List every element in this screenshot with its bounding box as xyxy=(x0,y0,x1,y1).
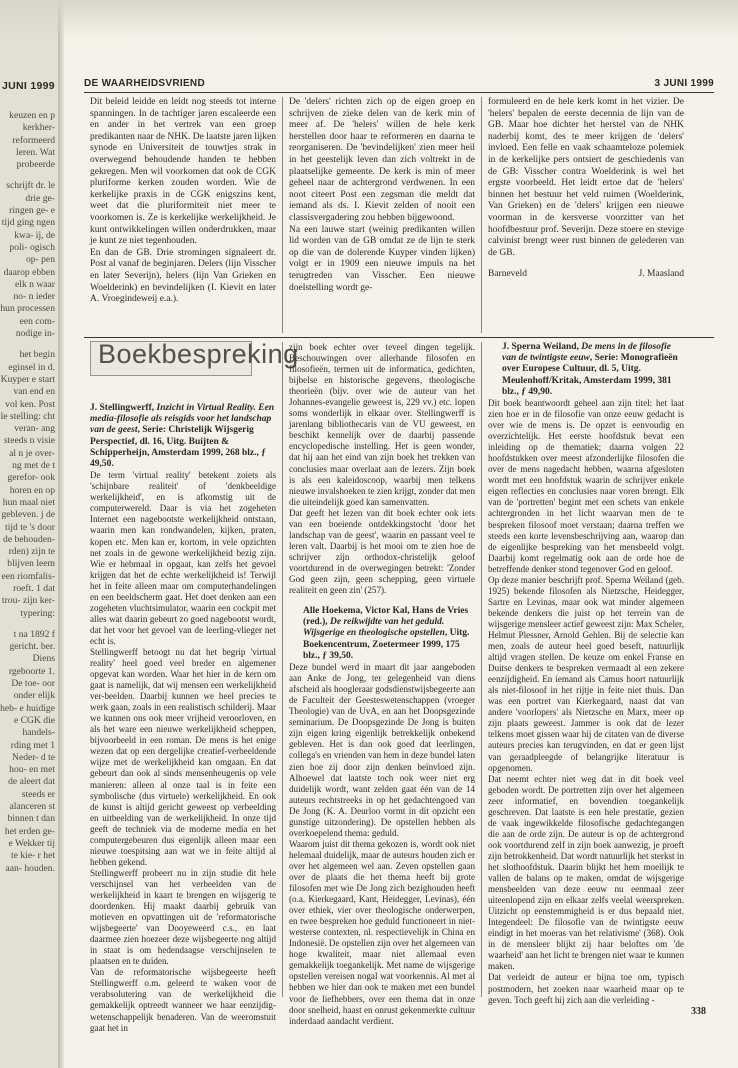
review-heading-stellingwerff xyxy=(90,403,276,470)
previous-page-strip xyxy=(0,0,58,1068)
issue-date: 3 JUNI 1999 xyxy=(654,78,714,89)
article-paragraph: En dan de GB. Drie stromingen signaleert dr. Post al vanaf de beginjaren. Delers (lijn Visscher en later Severijn), helers (lijn Van Grieken en Woelderink) en bevindelijken (I. Kievit en later A. Vroegindeweij e.a.). xyxy=(90,247,276,305)
publication-title: DE WAARHEIDSVRIEND xyxy=(84,78,205,89)
review-column-1 xyxy=(90,403,276,1034)
article-column-3 xyxy=(488,97,684,281)
review-author: J. Sperna Weiland, xyxy=(502,342,582,352)
review-column-3 xyxy=(488,342,684,1006)
review-publication-info: , Serie: Monografieën over Europese Cultuur, dl. 5, Uitg. Meulenhoff/Kritak, Amsterdam 1999, 381 blz., ƒ 49,90. xyxy=(502,353,678,397)
review-publication-info: , Serie: Christelijk Wijsgerig Perspectief, dl. 16, Uitg. Buijten & Schipperheijn, Amsterdam 1999, 268 blz., ƒ 49,50. xyxy=(90,425,267,470)
previous-page-fragment: schrijft dr. le drie ge- ringen ge- e tijd ging ngen kwa- ij, de poli- ogisch op- pen daarop ebben elk n waar no- n ieder hun processen een com- nodige in- xyxy=(0,180,55,340)
column-divider xyxy=(282,342,283,997)
article-column-2 xyxy=(289,97,475,294)
section-rule xyxy=(84,337,714,338)
signature-author: J. Maasland xyxy=(638,269,684,280)
previous-page-fragment: keuzen en p kerkher- reformeerd leren. Wat probeerde xyxy=(9,110,55,171)
review-paragraph: Van de reformatorische wijsbegeerte heeft Stellingwerff o.m. geleerd te waken voor de verabsolutering van de werkelijkheid die gemakkelijk optreedt wanneer we haar eenzijdig-wetenschappelijk benaderen. Van de weeromstuit gaat het in xyxy=(90,967,276,1033)
review-paragraph: Stellingwerff probeert nu in zijn studie dit hele verschijnsel van het verbeelden van de werkelijkheid in kaart te brengen en wijsgerig te doordenken. Hij maakt daarbij gebruik van motieven en opvattingen uit de 'reformatorische wijsbegeerte' van Dooyeweerd c.s., en laat daarmee zien hoezeer deze wijsbegeerte nog altijd in staat is om hedendaagse verschijnselen te plaatsen en te duiden. xyxy=(90,867,276,967)
section-title: Boekbespreking xyxy=(98,339,299,369)
article-paragraph: Dit beleid leidde en leidt nog steeds tot interne spanningen. In de tachtiger jaren escaleerde een en ander in het vertrek van een groep predikanten naar de NHK. De laatste jaren lijken synode en Universiteit de touwtjes strak in overwegend behoudende handen te hebben gekregen. Men wil voorkomen dat ook de CGK pluriforme kerken zouden worden. Wie de kerkelijke praxis in de CGK enigszins kent, weet dat die pluriformiteit niet meer te voorkomen is. Ze is kerkelijke werkelijkheid. Je kunt ontwikkelingen willen onderdrukken, maar je kunt ze niet tegenhouden. xyxy=(90,97,276,247)
column-divider xyxy=(481,342,482,997)
review-title: De mens in de filosofie van de twintigste eeuw xyxy=(502,342,671,364)
article-signature xyxy=(488,269,684,281)
page-number: 338 xyxy=(691,1006,706,1017)
review-title: De reikwijdte van het geduld. Wijsgerige en theologische opstellen xyxy=(303,617,445,639)
review-paragraph: Deze bundel werd in maart dit jaar aangeboden aan Anke de Jong, ter gelegenheid van diens afscheid als hoogleraar godsdienstwijsbegeerte aan de Faculteit der Geesteswetenschappen (vroeger Theologie) van de UvA, en aan het Doopsgezinde seminarium. De Doopsgezinde De Jong is buiten zijn eigen kring eigenlijk betrekkelijk onbekend gebleven. Het is dan ook goed dat leerlingen, collega's en vrienden van hem in deze bundel laten zien hoe zij door zijn denken beïnvloed zijn. Alhoewel dat laatste toch ook weer niet erg duidelijk wordt, want zelden gaat één van de 14 auteurs rechtstreeks in op het gedachtengoed van De Jong (K. A. Deurloo vormt in dit opzicht een gunstige uitzondering). De opstellen hebben als overkoepelend thema: geduld. xyxy=(289,662,475,838)
review-author: J. Stellingwerff, xyxy=(90,403,157,413)
review-paragraph: Waarom juist dit thema gekozen is, wordt ook niet helemaal duidelijk, maar de auteurs houden zich er over het algemeen wel aan. Zeven opstellen gaan over de plaats die het thema heeft bij grote filosofen met wie De Jong zich bezighouden heeft (o.a. Kierkegaard, Kant, Heidegger, Levinas), één over ethiek, vier over theologische onderwerpen, en twee bespreken hoe geduld functioneert in niet-westerse contexten, nl. respectievelijk in China en Indonesië. De opstellen zijn over het algemeen van hoge kwaliteit, maar niet allemaal even gemakkelijk toegankelijk. Met name de wijsgerige opstellen vereisen nogal wat voorkennis. Al met al hebben we hier dan ook te maken met een bundel voor de liefhebbers, over een thema dat in onze door snelheid, haast en onrust gekenmerkte cultuur inderdaad aandacht verdient. xyxy=(289,838,475,1026)
review-paragraph: Dat geeft het lezen van dit boek echter ook iets van een boeiende ontdekkingstocht 'door het landschap van de geest', waarin en passant veel te leren valt. Daarbij is het mooi om te zien hoe de schrijver zijn orthodox-christelijk geloof voortdurend in de overwegingen betrekt: 'Zonder God geen zijn, geen schepping, geen virtuele realiteit en geen zin' (257). xyxy=(289,507,475,596)
review-heading-sperna-weiland xyxy=(488,342,684,398)
review-author: Alle Hoekema, Victor Kal, Hans de Vries (red.), xyxy=(303,606,469,628)
previous-page-header: JUNI 1999 xyxy=(2,80,55,92)
review-paragraph: Stellingwerff betoogt nu dat het begrip 'virtual reality' heel goed veel breder en algemener opgevat kan worden. Waar het hier in de kern om gaat is namelijk, dat wij mensen een werkelijkheid ver-beelden. Daarbij kunnen we heel precies te werk gaan, zoals in een realistisch schilderij. Maar we kunnen ons ook meer vrijheid veroorloven, en als het ware een nieuwe werkelijkheid scheppen, bijvoorbeeld in een roman. De mens is het enige wezen dat op een dergelijke creatief-verbeeldende wijze met de werkelijkheid kan omgaan. En dat gebeurt dan ook al sinds mensenheugenis op vele manieren: alleen al onze taal is in feite een symbolische (dus virtuele) werkelijkheid. En ook de kunst is altijd gericht geweest op verbeelding en uitbeelding van de werkelijkheid. In onze tijd geeft de techniek via de moderne media en het computergebeuren dus eigenlijk alleen maar een nieuwe toespitsing aan wat we in feite altijd al hebben gekend. xyxy=(90,646,276,867)
review-paragraph: De term 'virtual reality' betekent zoiets als 'schijnbare realiteit' of 'denkbeeldige werkelijkheid', en is afkomstig uit de computerwereld. Daar is via het zogeheten Internet een nagebootste werkelijkheid ontstaan, waarin men kan rondwandelen, kijken, praten, kopen etc. Men kan er, kortom, in vele opzichten net zoals in de gewone werkelijkheid bezig zijn. Wie er hebmaal in opgaat, kan zelfs het gevoel krijgen dat het de echte werkelijkheid is! Terwijl het in feite alleen maar om computerhandelingen en een beeldscherm gaat. Het doet denken aan een zogeheten vluchtsimulator, waarin een cockpit met alles wat daarin gebeurt zo goed nagebootst wordt, dat het voor het gevoel van de leerling-vlieger net echt is. xyxy=(90,470,276,646)
review-paragraph: Op deze manier beschrijft prof. Sperna Weiland (geb. 1925) bekende filosofen als Nietzsche, Heidegger, Sartre en Levinas, maar ook wat minder algemeen bekende denkers die juist op het terrein van de wijsgerige mensleer actief geweest zijn: Max Scheler, Helmut Plessner, Arnold Gehlen. Bij de selectie kan men, zoals de auteur heel goed beseft, natuurlijk altijd vragen stellen. De keuze om enkel Franse en Duitse denkers te bespreken vermaadt al een zekere eenzijdigheid. En iemand als Camus hoort natuurlijk als niet-filosoof in het rijtje in feite niet thuis. Dan was een portret van Kierkegaard, naast dat van andere 'voorlopers' als Nietzsche en Marx, meer op zijn plaats geweest. Jammer is ook dat de lezer telkens moet gissen waar hij de citaten van de diverse auteurs precies kan terugvinden, en dat er geen lijst van geraadpleegde of belangrijke literatuur is opgenomen. xyxy=(488,574,684,773)
article-paragraph: Na een lauwe start (weinig predikanten willen lid worden van de GB omdat ze de lijn te sterk op die van de dolerende Kuyper vinden lijken) volgt er in 1909 een nieuwe impuls na het terugtreden van Visscher. Een nieuwe doelstelling wordt ge- xyxy=(289,224,475,293)
top-shadow xyxy=(0,0,738,40)
review-heading-hoekema xyxy=(289,606,475,662)
review-title: Inzicht in Virtual Reality. Een media-filosofie als reisgids voor het landschap van de geest xyxy=(90,403,275,436)
header-rule xyxy=(84,92,714,93)
review-paragraph: Dat verleidt de auteur er bijna toe om, typisch postmodern, het zoeken naar waarheid maar op te geven. Toch geeft hij zich aan die verleiding - xyxy=(488,972,684,1005)
article-column-1 xyxy=(90,97,276,306)
column-divider xyxy=(481,97,482,333)
previous-page-fragment: t na 1892 f gericht. ber. Diens rgeboorte 1. De toe- oor onder elijk heb- e huidige e CGK die handels- rding met 1 Neder- d te hou- en met de aleert dat steeds er alanceren st binnen t dan het erden ge- e Wekker tij te kie- r het aan- houden. xyxy=(0,628,55,874)
signature-place: Barneveld xyxy=(488,269,528,280)
review-publication-info: , Uitg. Boekencentrum, Zoetermeer 1999, 175 blz., ƒ 39,50. xyxy=(303,628,470,661)
review-column-2 xyxy=(289,342,475,1027)
article-paragraph: De 'delers' richten zich op de eigen groep en schrijven de zieke delen van de kerk min of meer af. De 'helers' willen de hele kerk herstellen door haar te reformeren en daarna te reorganiseren. De 'bevindelijken' zien meer heil in het geestelijk leven dan zich voltrekt in de plaatselijke gemeente. De kerk is min of meer geheel naar de achtergrond verdwenen. In een noot citeert Post een zegsman die meldt dat iemand als ds. I. Kievit zelden of nooit een classisvergadering zou hebben bijgewoond. xyxy=(289,97,475,223)
running-header xyxy=(84,78,714,92)
column-divider xyxy=(282,97,283,333)
review-paragraph: zijn boek echter over teveel dingen tegelijk. Beschouwingen over allerhande filosofen en filosofieën, termen uit de informatica, gedichten, bijbelse en historische gegevens, theologische theorieën (bijv. over wie de auteur van het Johannes-evangelie geweest is, 229 vv.) etc. lopen soms wonderlijk in elkaar over. Stellingwerff is jarenlang bibliothecaris van de VU geweest, en beschikt kennelijk over de daarbij passende encyclopedische instelling. Het is geen wonder, dat hij aan het eind van zijn boek het trekken van conclusies maar overlaat aan de lezers. Zijn boek is als een kaleidoscoop, waarbij men telkens nieuwe invalshoeken te zien krijgt, zonder dat men die uiteindelijk goed kan samenvatten. xyxy=(289,342,475,507)
review-paragraph: Dat neemt echter niet weg dat in dit boek veel geboden wordt. De portretten zijn over het algemeen zeer informatief, en bovendien toegankelijk geschreven. Dat laatste is een hele prestatie, gezien de vaak ingewikkelde filosofische gedachtegangen die aan de orde zijn. De auteur is op de achtergrond ook voortdurend zelf in zijn boek aanwezig, je proeft zijn betrokkenheid. Dat wordt natuurlijk het sterkst in het slothoofdstuk. Daarin blijkt het hem moeilijk te vallen de balans op te maken, omdat de wijsgerige mensbeelden van deze eeuw nu eenmaal zeer uiteenlopend zijn en elkaar zelfs veelal weerspreken. Uitzicht op eenstemmigheid is er dus bepaald niet. Integendeel: De filosofie van de twintigste eeuw eindigt in het moeras van het relativisme' (368). Ook in de mensleer blijkt zij haar beloftes om 'de waarheid' aan het licht te brengen niet waar te kunnen maken. xyxy=(488,773,684,972)
review-paragraph: Dit boek beantwoordt geheel aan zijn titel: het laat zien hoe er in de filosofie van onze eeuw gedacht is over wie de mens is. De opzet is eenvoudig en overzichtelijk. Het eerste hoofdstuk bevat een inleiding op de thematiek; daarna volgen 22 hoofdstukken over meest afzonderlijke filosofen die over de mens nagedacht hebben, waarna afgesloten wordt met een hoofdstuk waarin de schrijver enkele eigen reflecties en conclusies naar voren brengt. Elk van de 'portretten' begint met een schets van enkele achtergronden in het licht waarvan men de te bespreken filosoof moet verstaan; daarna treffen we steeds een korte levensbeschrijving aan, waarop dan de eigenlijke bespreking van het mensbeeld volgt. Daarbij komt regelmatig ook aan de orde hoe de betreffende denker stond tegenover God en geloof. xyxy=(488,398,684,574)
previous-page-fragment: het begin eginsel in d. Kuyper e start van end en vol ken. Post le stelling: cht veran- ang steeds n visie al n je over- ng met de t gerefor- ook horen en op hun maal niet gebleven. j de tijd te 's door de behouden- rden) zijn te blijven leem een riomfalis- roeft. 1 dat trou- zijn ker- typering: xyxy=(0,349,55,619)
article-paragraph: formuleerd en de hele kerk komt in het vizier. De 'helers' bepalen de eerste decennia de lijn van de GB. Maar hoe dichter het herstel van de NHK naderbij komt, des te meer krijgen de 'delers' invloed. Een felle en vaak schaamteloze polemiek in de kerkelijke pers ontsiert de geschiedenis van de GB: Visscher contra Woelderink is wel het ergste voorbeeld. Het leidt ertoe dat de 'helers' binnen het bestuur het veld ruimen (Woelderink, Van Grieken) en de 'delers' krijgen een nieuwe voorman in de kersverse voorzitter van het hoofdbestuur prof. Severijn. Deze stoere en stevige calvinist brengt weer rust binnen de gelederen van de GB. xyxy=(488,97,684,258)
previous-page-text xyxy=(0,110,55,884)
